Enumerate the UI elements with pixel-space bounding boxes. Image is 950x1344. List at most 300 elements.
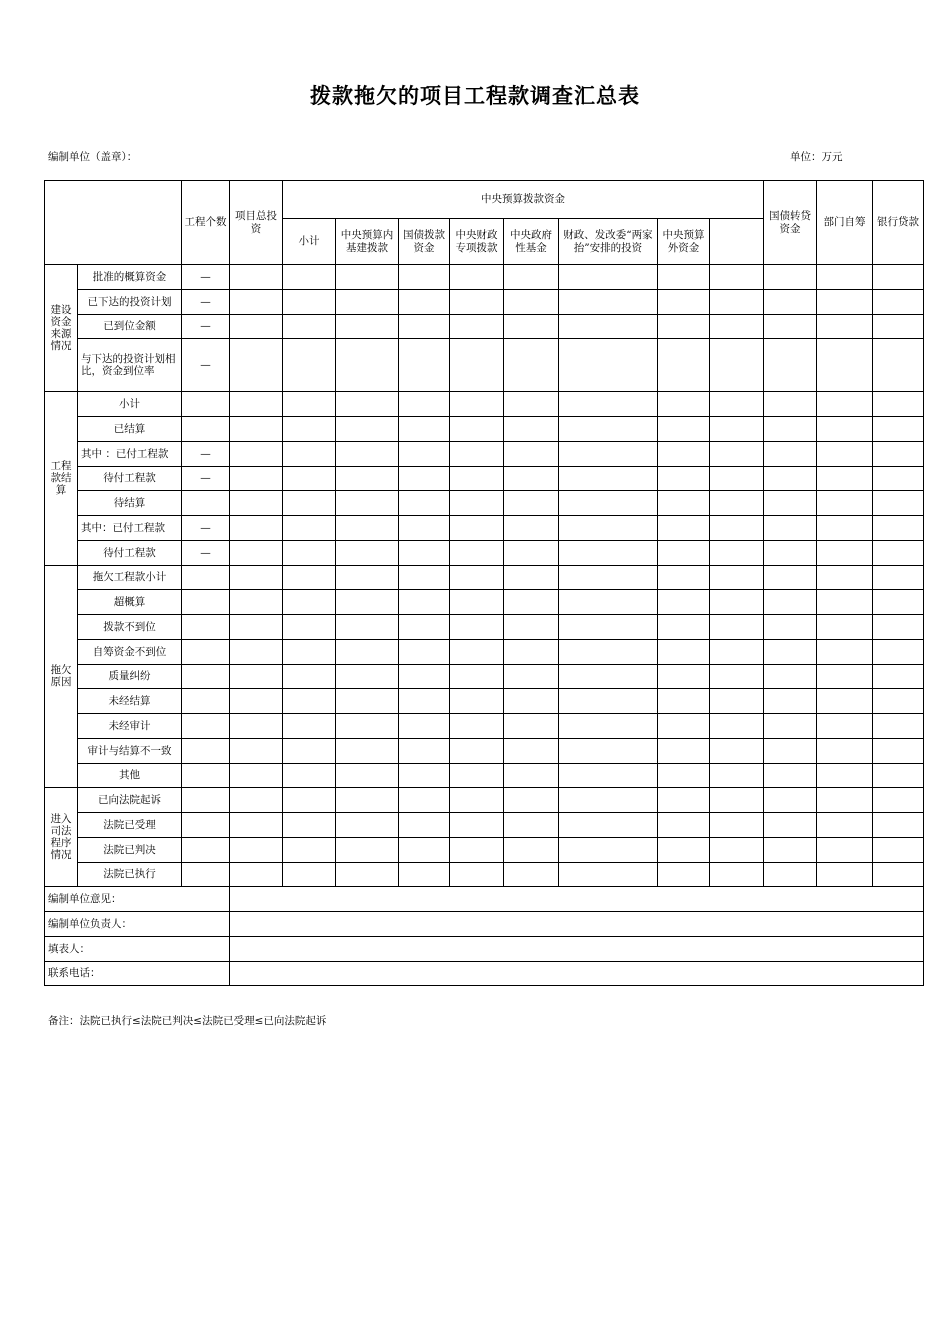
data-cell[interactable] bbox=[182, 639, 230, 664]
data-cell[interactable] bbox=[873, 763, 924, 788]
data-cell[interactable] bbox=[399, 466, 450, 491]
data-cell[interactable] bbox=[658, 565, 710, 590]
data-cell[interactable] bbox=[182, 590, 230, 615]
data-cell[interactable] bbox=[658, 664, 710, 689]
data-cell[interactable] bbox=[230, 639, 283, 664]
data-cell[interactable] bbox=[764, 339, 817, 392]
data-cell[interactable] bbox=[336, 639, 399, 664]
data-cell[interactable] bbox=[817, 615, 873, 640]
data-cell[interactable] bbox=[336, 491, 399, 516]
footer-input-cell[interactable] bbox=[230, 936, 924, 961]
data-cell[interactable] bbox=[559, 289, 658, 314]
data-cell[interactable] bbox=[817, 289, 873, 314]
data-cell[interactable] bbox=[817, 466, 873, 491]
data-cell[interactable] bbox=[283, 417, 336, 442]
data-cell[interactable] bbox=[710, 615, 764, 640]
data-cell[interactable] bbox=[658, 441, 710, 466]
data-cell[interactable] bbox=[817, 813, 873, 838]
data-cell[interactable] bbox=[710, 714, 764, 739]
data-cell[interactable] bbox=[450, 392, 504, 417]
data-cell[interactable] bbox=[764, 265, 817, 290]
data-cell[interactable] bbox=[399, 615, 450, 640]
data-cell[interactable] bbox=[504, 837, 559, 862]
data-cell[interactable] bbox=[336, 392, 399, 417]
data-cell[interactable] bbox=[230, 664, 283, 689]
data-cell[interactable] bbox=[230, 738, 283, 763]
data-cell[interactable] bbox=[504, 862, 559, 887]
data-cell[interactable] bbox=[182, 763, 230, 788]
data-cell[interactable] bbox=[559, 738, 658, 763]
data-cell[interactable] bbox=[336, 664, 399, 689]
data-cell[interactable] bbox=[559, 813, 658, 838]
data-cell[interactable] bbox=[817, 639, 873, 664]
data-cell[interactable] bbox=[504, 763, 559, 788]
data-cell[interactable] bbox=[710, 763, 764, 788]
data-cell[interactable] bbox=[504, 417, 559, 442]
data-cell[interactable] bbox=[559, 491, 658, 516]
data-cell[interactable] bbox=[399, 763, 450, 788]
data-cell[interactable] bbox=[230, 466, 283, 491]
data-cell[interactable] bbox=[658, 516, 710, 541]
data-cell[interactable] bbox=[504, 664, 559, 689]
data-cell[interactable] bbox=[450, 590, 504, 615]
data-cell[interactable] bbox=[817, 441, 873, 466]
data-cell[interactable] bbox=[658, 339, 710, 392]
data-cell[interactable] bbox=[658, 639, 710, 664]
data-cell[interactable] bbox=[182, 417, 230, 442]
data-cell[interactable] bbox=[230, 289, 283, 314]
data-cell[interactable] bbox=[710, 664, 764, 689]
data-cell[interactable] bbox=[230, 862, 283, 887]
data-cell[interactable] bbox=[559, 265, 658, 290]
data-cell[interactable] bbox=[710, 441, 764, 466]
data-cell[interactable] bbox=[230, 813, 283, 838]
data-cell[interactable] bbox=[764, 441, 817, 466]
data-cell[interactable] bbox=[817, 714, 873, 739]
data-cell[interactable] bbox=[710, 738, 764, 763]
data-cell[interactable] bbox=[399, 417, 450, 442]
data-cell[interactable] bbox=[817, 392, 873, 417]
data-cell[interactable] bbox=[873, 788, 924, 813]
data-cell[interactable] bbox=[182, 491, 230, 516]
data-cell[interactable] bbox=[283, 314, 336, 339]
data-cell[interactable] bbox=[450, 417, 504, 442]
data-cell[interactable] bbox=[182, 714, 230, 739]
data-cell[interactable] bbox=[764, 788, 817, 813]
data-cell[interactable] bbox=[399, 441, 450, 466]
data-cell[interactable] bbox=[710, 392, 764, 417]
data-cell[interactable] bbox=[504, 615, 559, 640]
data-cell[interactable] bbox=[873, 339, 924, 392]
data-cell[interactable] bbox=[504, 738, 559, 763]
data-cell[interactable] bbox=[336, 862, 399, 887]
data-cell[interactable] bbox=[710, 590, 764, 615]
footer-input-cell[interactable] bbox=[230, 887, 924, 912]
data-cell[interactable] bbox=[336, 565, 399, 590]
data-cell[interactable] bbox=[710, 289, 764, 314]
data-cell[interactable] bbox=[283, 339, 336, 392]
data-cell[interactable] bbox=[283, 289, 336, 314]
data-cell[interactable] bbox=[283, 639, 336, 664]
footer-input-cell[interactable] bbox=[230, 912, 924, 937]
footer-input-cell[interactable] bbox=[230, 961, 924, 986]
data-cell[interactable] bbox=[283, 689, 336, 714]
data-cell[interactable] bbox=[504, 392, 559, 417]
data-cell[interactable] bbox=[504, 265, 559, 290]
data-cell[interactable] bbox=[504, 516, 559, 541]
data-cell[interactable] bbox=[764, 466, 817, 491]
data-cell[interactable] bbox=[399, 788, 450, 813]
data-cell[interactable] bbox=[764, 417, 817, 442]
data-cell[interactable] bbox=[399, 491, 450, 516]
data-cell[interactable] bbox=[504, 314, 559, 339]
data-cell[interactable] bbox=[182, 837, 230, 862]
data-cell[interactable] bbox=[182, 392, 230, 417]
data-cell[interactable] bbox=[658, 813, 710, 838]
data-cell[interactable] bbox=[230, 491, 283, 516]
data-cell[interactable] bbox=[182, 565, 230, 590]
data-cell[interactable] bbox=[283, 491, 336, 516]
data-cell[interactable] bbox=[559, 862, 658, 887]
data-cell[interactable] bbox=[230, 763, 283, 788]
data-cell[interactable] bbox=[817, 516, 873, 541]
data-cell[interactable] bbox=[710, 417, 764, 442]
data-cell[interactable] bbox=[399, 862, 450, 887]
data-cell[interactable] bbox=[399, 314, 450, 339]
data-cell[interactable] bbox=[182, 738, 230, 763]
data-cell[interactable] bbox=[559, 664, 658, 689]
data-cell[interactable] bbox=[817, 314, 873, 339]
data-cell[interactable] bbox=[450, 689, 504, 714]
data-cell[interactable] bbox=[710, 565, 764, 590]
data-cell[interactable] bbox=[283, 664, 336, 689]
data-cell[interactable] bbox=[504, 441, 559, 466]
data-cell[interactable] bbox=[399, 590, 450, 615]
data-cell[interactable] bbox=[764, 837, 817, 862]
data-cell[interactable] bbox=[710, 813, 764, 838]
data-cell[interactable] bbox=[399, 339, 450, 392]
data-cell[interactable] bbox=[658, 738, 710, 763]
data-cell[interactable] bbox=[764, 491, 817, 516]
data-cell[interactable] bbox=[559, 392, 658, 417]
data-cell[interactable] bbox=[230, 689, 283, 714]
data-cell[interactable] bbox=[873, 565, 924, 590]
data-cell[interactable] bbox=[658, 862, 710, 887]
data-cell[interactable] bbox=[450, 441, 504, 466]
data-cell[interactable] bbox=[559, 466, 658, 491]
data-cell[interactable] bbox=[764, 392, 817, 417]
data-cell[interactable] bbox=[559, 714, 658, 739]
data-cell[interactable] bbox=[336, 813, 399, 838]
data-cell[interactable] bbox=[559, 339, 658, 392]
data-cell[interactable] bbox=[399, 392, 450, 417]
data-cell[interactable] bbox=[283, 265, 336, 290]
data-cell[interactable] bbox=[559, 314, 658, 339]
data-cell[interactable] bbox=[559, 763, 658, 788]
data-cell[interactable] bbox=[450, 339, 504, 392]
data-cell[interactable] bbox=[764, 763, 817, 788]
data-cell[interactable] bbox=[559, 615, 658, 640]
data-cell[interactable] bbox=[336, 689, 399, 714]
data-cell[interactable] bbox=[817, 763, 873, 788]
data-cell[interactable] bbox=[873, 664, 924, 689]
data-cell[interactable] bbox=[336, 615, 399, 640]
data-cell[interactable] bbox=[399, 639, 450, 664]
data-cell[interactable] bbox=[283, 738, 336, 763]
data-cell[interactable] bbox=[817, 862, 873, 887]
data-cell[interactable] bbox=[710, 540, 764, 565]
data-cell[interactable] bbox=[710, 516, 764, 541]
data-cell[interactable] bbox=[450, 265, 504, 290]
data-cell[interactable] bbox=[559, 788, 658, 813]
data-cell[interactable] bbox=[817, 540, 873, 565]
data-cell[interactable] bbox=[283, 441, 336, 466]
data-cell[interactable] bbox=[658, 788, 710, 813]
data-cell[interactable] bbox=[817, 788, 873, 813]
data-cell[interactable] bbox=[764, 565, 817, 590]
data-cell[interactable] bbox=[399, 714, 450, 739]
data-cell[interactable] bbox=[336, 417, 399, 442]
data-cell[interactable] bbox=[336, 265, 399, 290]
data-cell[interactable] bbox=[817, 417, 873, 442]
data-cell[interactable] bbox=[504, 788, 559, 813]
data-cell[interactable] bbox=[559, 417, 658, 442]
data-cell[interactable] bbox=[450, 837, 504, 862]
data-cell[interactable] bbox=[399, 289, 450, 314]
data-cell[interactable] bbox=[283, 837, 336, 862]
data-cell[interactable] bbox=[399, 689, 450, 714]
data-cell[interactable] bbox=[873, 615, 924, 640]
data-cell[interactable] bbox=[873, 392, 924, 417]
data-cell[interactable] bbox=[450, 289, 504, 314]
data-cell[interactable] bbox=[817, 837, 873, 862]
data-cell[interactable] bbox=[559, 639, 658, 664]
data-cell[interactable] bbox=[764, 862, 817, 887]
data-cell[interactable] bbox=[817, 689, 873, 714]
data-cell[interactable] bbox=[710, 314, 764, 339]
data-cell[interactable] bbox=[873, 590, 924, 615]
data-cell[interactable] bbox=[336, 314, 399, 339]
data-cell[interactable] bbox=[764, 615, 817, 640]
data-cell[interactable] bbox=[710, 265, 764, 290]
data-cell[interactable] bbox=[336, 788, 399, 813]
data-cell[interactable] bbox=[873, 466, 924, 491]
data-cell[interactable] bbox=[873, 689, 924, 714]
data-cell[interactable] bbox=[336, 837, 399, 862]
data-cell[interactable] bbox=[336, 738, 399, 763]
data-cell[interactable] bbox=[336, 540, 399, 565]
data-cell[interactable] bbox=[399, 738, 450, 763]
data-cell[interactable] bbox=[450, 540, 504, 565]
data-cell[interactable] bbox=[230, 392, 283, 417]
data-cell[interactable] bbox=[873, 714, 924, 739]
data-cell[interactable] bbox=[873, 837, 924, 862]
data-cell[interactable] bbox=[504, 540, 559, 565]
data-cell[interactable] bbox=[336, 466, 399, 491]
data-cell[interactable] bbox=[559, 689, 658, 714]
data-cell[interactable] bbox=[399, 565, 450, 590]
data-cell[interactable] bbox=[873, 738, 924, 763]
data-cell[interactable] bbox=[283, 615, 336, 640]
data-cell[interactable] bbox=[710, 862, 764, 887]
data-cell[interactable] bbox=[283, 590, 336, 615]
data-cell[interactable] bbox=[399, 813, 450, 838]
data-cell[interactable] bbox=[283, 813, 336, 838]
data-cell[interactable] bbox=[182, 664, 230, 689]
data-cell[interactable] bbox=[559, 516, 658, 541]
data-cell[interactable] bbox=[658, 763, 710, 788]
data-cell[interactable] bbox=[336, 714, 399, 739]
data-cell[interactable] bbox=[504, 466, 559, 491]
data-cell[interactable] bbox=[764, 314, 817, 339]
data-cell[interactable] bbox=[336, 339, 399, 392]
data-cell[interactable] bbox=[182, 615, 230, 640]
data-cell[interactable] bbox=[450, 862, 504, 887]
data-cell[interactable] bbox=[658, 466, 710, 491]
data-cell[interactable] bbox=[230, 417, 283, 442]
data-cell[interactable] bbox=[710, 639, 764, 664]
data-cell[interactable] bbox=[658, 417, 710, 442]
data-cell[interactable] bbox=[764, 639, 817, 664]
data-cell[interactable] bbox=[504, 689, 559, 714]
data-cell[interactable] bbox=[764, 516, 817, 541]
data-cell[interactable] bbox=[873, 516, 924, 541]
data-cell[interactable] bbox=[559, 837, 658, 862]
data-cell[interactable] bbox=[559, 565, 658, 590]
data-cell[interactable] bbox=[283, 540, 336, 565]
data-cell[interactable] bbox=[450, 639, 504, 664]
data-cell[interactable] bbox=[450, 813, 504, 838]
data-cell[interactable] bbox=[504, 639, 559, 664]
data-cell[interactable] bbox=[450, 738, 504, 763]
data-cell[interactable] bbox=[658, 590, 710, 615]
data-cell[interactable] bbox=[658, 540, 710, 565]
data-cell[interactable] bbox=[658, 265, 710, 290]
data-cell[interactable] bbox=[283, 466, 336, 491]
data-cell[interactable] bbox=[450, 664, 504, 689]
data-cell[interactable] bbox=[764, 590, 817, 615]
data-cell[interactable] bbox=[873, 491, 924, 516]
data-cell[interactable] bbox=[658, 714, 710, 739]
data-cell[interactable] bbox=[658, 392, 710, 417]
data-cell[interactable] bbox=[764, 714, 817, 739]
data-cell[interactable] bbox=[230, 837, 283, 862]
data-cell[interactable] bbox=[399, 516, 450, 541]
data-cell[interactable] bbox=[450, 714, 504, 739]
data-cell[interactable] bbox=[336, 590, 399, 615]
data-cell[interactable] bbox=[710, 837, 764, 862]
data-cell[interactable] bbox=[336, 441, 399, 466]
data-cell[interactable] bbox=[658, 837, 710, 862]
data-cell[interactable] bbox=[873, 813, 924, 838]
data-cell[interactable] bbox=[764, 689, 817, 714]
data-cell[interactable] bbox=[873, 639, 924, 664]
data-cell[interactable] bbox=[559, 590, 658, 615]
data-cell[interactable] bbox=[764, 289, 817, 314]
data-cell[interactable] bbox=[230, 441, 283, 466]
data-cell[interactable] bbox=[182, 862, 230, 887]
data-cell[interactable] bbox=[817, 339, 873, 392]
data-cell[interactable] bbox=[230, 590, 283, 615]
data-cell[interactable] bbox=[817, 265, 873, 290]
data-cell[interactable] bbox=[230, 615, 283, 640]
data-cell[interactable] bbox=[283, 714, 336, 739]
data-cell[interactable] bbox=[230, 714, 283, 739]
data-cell[interactable] bbox=[710, 689, 764, 714]
data-cell[interactable] bbox=[450, 763, 504, 788]
data-cell[interactable] bbox=[658, 314, 710, 339]
data-cell[interactable] bbox=[336, 516, 399, 541]
data-cell[interactable] bbox=[710, 466, 764, 491]
data-cell[interactable] bbox=[873, 417, 924, 442]
data-cell[interactable] bbox=[710, 339, 764, 392]
data-cell[interactable] bbox=[764, 813, 817, 838]
data-cell[interactable] bbox=[559, 540, 658, 565]
data-cell[interactable] bbox=[873, 862, 924, 887]
data-cell[interactable] bbox=[230, 788, 283, 813]
data-cell[interactable] bbox=[873, 314, 924, 339]
data-cell[interactable] bbox=[504, 714, 559, 739]
data-cell[interactable] bbox=[283, 763, 336, 788]
data-cell[interactable] bbox=[283, 565, 336, 590]
data-cell[interactable] bbox=[764, 664, 817, 689]
data-cell[interactable] bbox=[504, 289, 559, 314]
data-cell[interactable] bbox=[283, 862, 336, 887]
data-cell[interactable] bbox=[710, 491, 764, 516]
data-cell[interactable] bbox=[504, 339, 559, 392]
data-cell[interactable] bbox=[450, 466, 504, 491]
data-cell[interactable] bbox=[658, 289, 710, 314]
data-cell[interactable] bbox=[817, 491, 873, 516]
data-cell[interactable] bbox=[559, 441, 658, 466]
data-cell[interactable] bbox=[399, 265, 450, 290]
data-cell[interactable] bbox=[450, 788, 504, 813]
data-cell[interactable] bbox=[658, 689, 710, 714]
data-cell[interactable] bbox=[817, 664, 873, 689]
data-cell[interactable] bbox=[873, 265, 924, 290]
data-cell[interactable] bbox=[230, 314, 283, 339]
data-cell[interactable] bbox=[504, 565, 559, 590]
data-cell[interactable] bbox=[399, 664, 450, 689]
data-cell[interactable] bbox=[504, 491, 559, 516]
data-cell[interactable] bbox=[504, 590, 559, 615]
data-cell[interactable] bbox=[817, 738, 873, 763]
data-cell[interactable] bbox=[658, 615, 710, 640]
data-cell[interactable] bbox=[873, 540, 924, 565]
data-cell[interactable] bbox=[764, 540, 817, 565]
data-cell[interactable] bbox=[399, 837, 450, 862]
data-cell[interactable] bbox=[283, 392, 336, 417]
data-cell[interactable] bbox=[230, 265, 283, 290]
data-cell[interactable] bbox=[182, 788, 230, 813]
data-cell[interactable] bbox=[817, 590, 873, 615]
data-cell[interactable] bbox=[399, 540, 450, 565]
data-cell[interactable] bbox=[764, 738, 817, 763]
data-cell[interactable] bbox=[450, 615, 504, 640]
data-cell[interactable] bbox=[230, 339, 283, 392]
data-cell[interactable] bbox=[710, 788, 764, 813]
data-cell[interactable] bbox=[230, 565, 283, 590]
data-cell[interactable] bbox=[283, 788, 336, 813]
data-cell[interactable] bbox=[658, 491, 710, 516]
data-cell[interactable] bbox=[230, 516, 283, 541]
data-cell[interactable] bbox=[182, 689, 230, 714]
data-cell[interactable] bbox=[283, 516, 336, 541]
data-cell[interactable] bbox=[504, 813, 559, 838]
data-cell[interactable] bbox=[450, 314, 504, 339]
data-cell[interactable] bbox=[336, 763, 399, 788]
data-cell[interactable] bbox=[450, 516, 504, 541]
